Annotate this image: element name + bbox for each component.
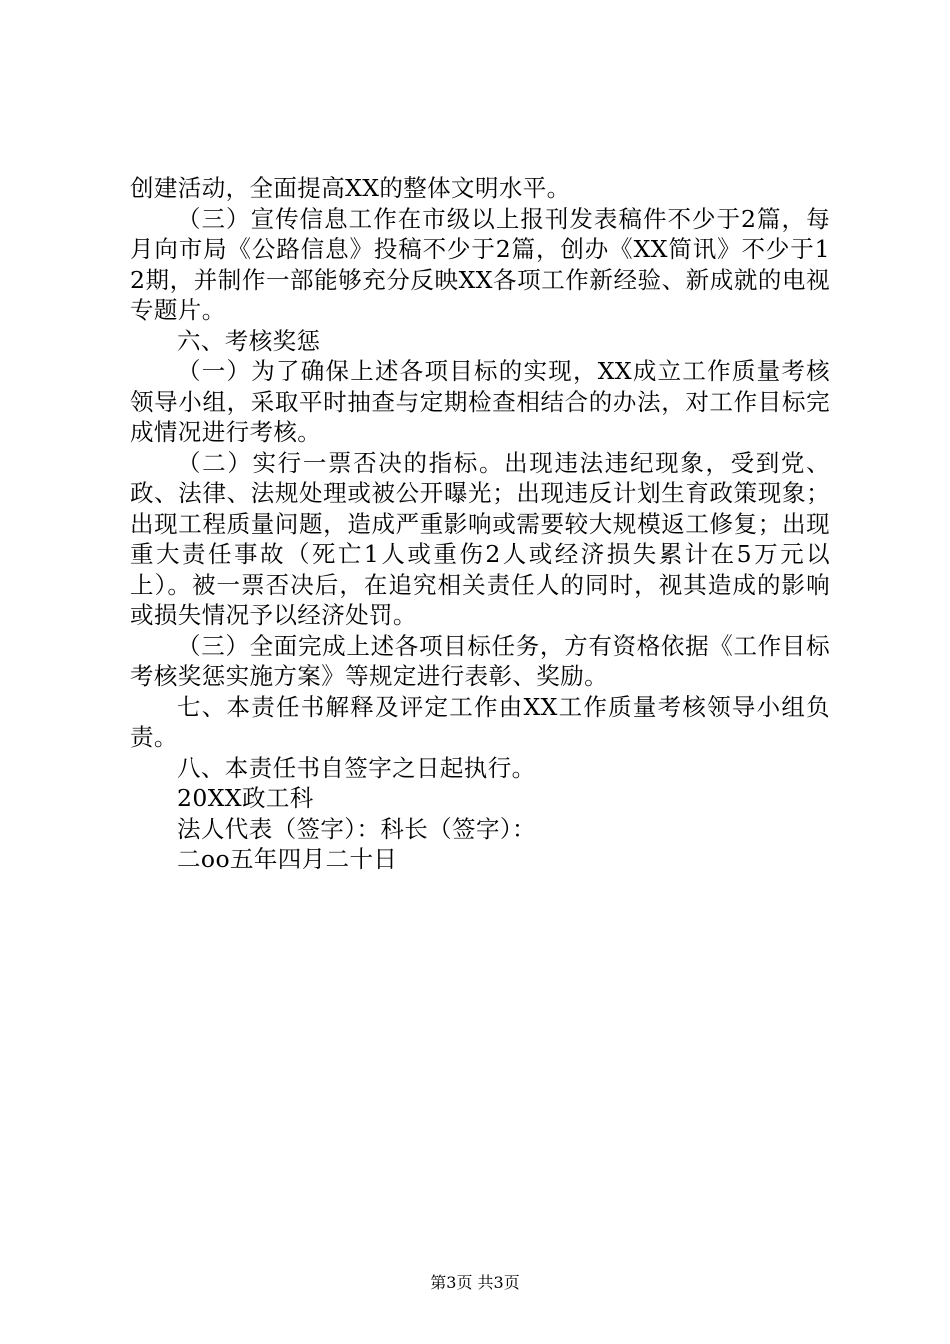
paragraph-publicity-work: （三）宣传信息工作在市级以上报刊发表稿件不少于2篇，每月向市局《公路信息》投稿不少于2篇，创办《XX简讯》不少于12期，并制作一部能够充分反映XX各项工作新经验、新成就的电视专题片。 [130, 204, 830, 324]
signature-line: 法人代表（签字）：科长（签字）： [177, 814, 536, 843]
paragraph-section-eight: 八、本责任书自签字之日起执行。 [177, 753, 536, 782]
signature-date: 二oo五年四月二十日 [177, 845, 398, 873]
paragraph-section-seven: 七、本责任书解释及评定工作由XX工作质量考核领导小组负责。 [130, 692, 830, 751]
page-number-footer: 第3页 共3页 [430, 1273, 520, 1292]
paragraph-continuation: 创建活动，全面提高XX的整体文明水平。 [130, 174, 571, 202]
signature-department: 20XX政工科 [177, 784, 314, 812]
section-heading-assessment: 六、考核奖惩 [177, 326, 321, 355]
paragraph-assessment-3: （三）全面完成上述各项目标任务，方有资格依据《工作目标考核奖惩实施方案》等规定进行表彰、奖励。 [130, 631, 830, 690]
paragraph-assessment-2: （二）实行一票否决的指标。出现违法违纪现象，受到党、政、法律、法规处理或被公开曝光；出现违反计划生育政策现象；出现工程质量问题，造成严重影响或需要较大规模返工修复；出现重大责任事故（死亡1人或重伤2人或经济损失累计在5万元以上）。被一票否决后，在追究相关责任人的同时，视其造成的影响或损失情况予以经济处罚。 [130, 448, 830, 629]
document-body [130, 173, 830, 875]
paragraph-assessment-1: （一）为了确保上述各项目标的实现，XX成立工作质量考核领导小组，采取平时抽查与定期检查相结合的办法，对工作目标完成情况进行考核。 [130, 357, 830, 446]
